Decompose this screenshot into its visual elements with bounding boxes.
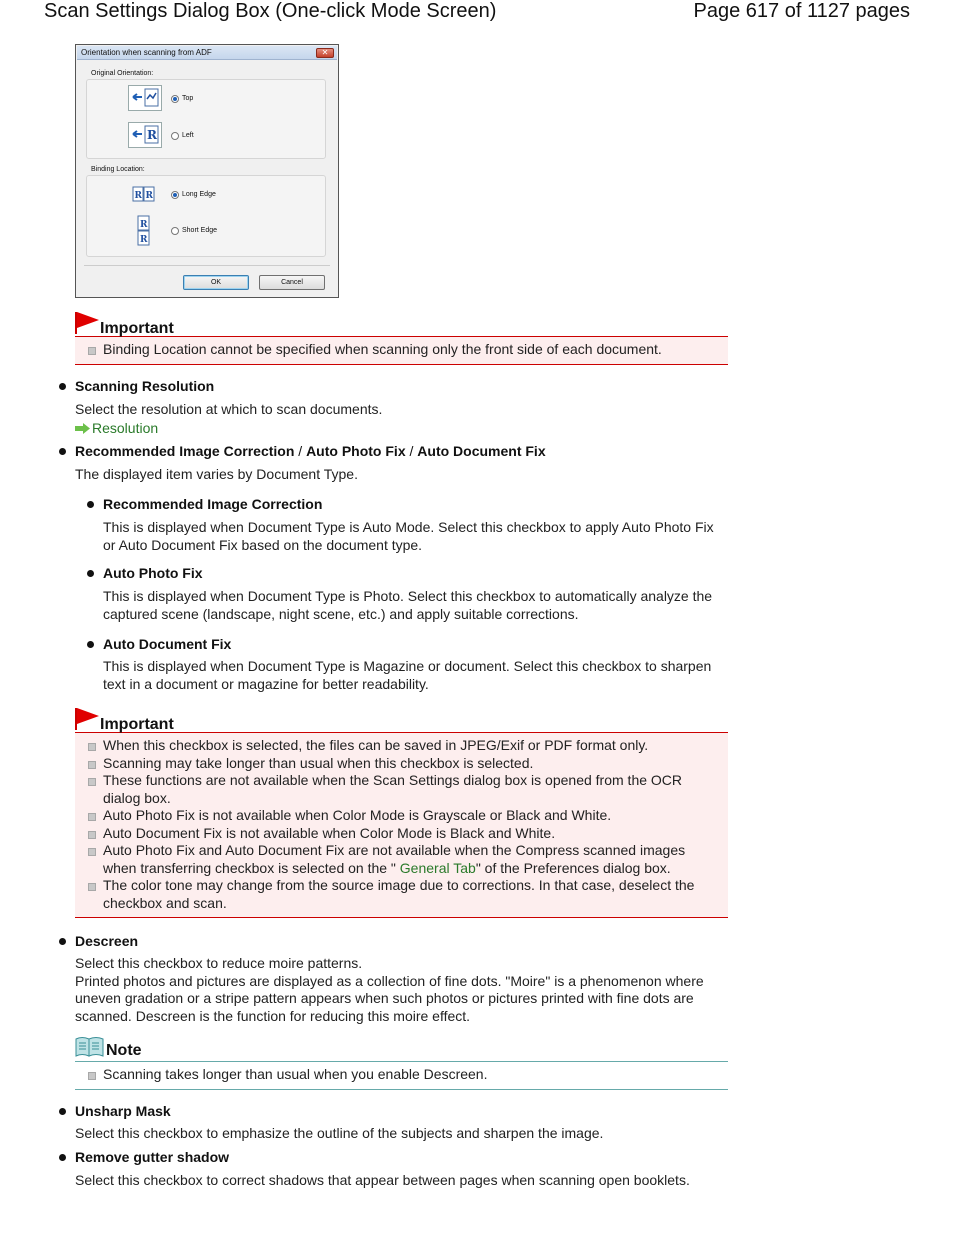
list-item	[75, 842, 728, 877]
svg-text:R: R	[134, 191, 142, 201]
orientation-left-radio[interactable]	[171, 132, 179, 140]
bullet-dot	[59, 1108, 66, 1115]
text-line: These functions are not available when the Scan Settings dialog box is opened from the OCR	[103, 772, 683, 788]
text-line: uneven gradation or a stripe pattern appears when such photos or pictures printed with fine dots are	[75, 990, 694, 1006]
heading-text	[75, 443, 546, 459]
list-item	[75, 772, 728, 807]
text-line: checkbox and scan.	[103, 894, 227, 911]
ok-button[interactable]: OK	[183, 275, 249, 290]
orientation-top-icon	[128, 85, 162, 111]
descreen-text	[75, 955, 704, 1025]
list-item: Binding Location cannot be specified when scanning only the front side of each document.	[75, 341, 728, 359]
resolution-link[interactable]	[75, 420, 158, 438]
binding-location-group	[86, 175, 326, 257]
orientation-top-radio[interactable]	[171, 95, 179, 103]
note-header	[75, 1036, 728, 1062]
bullet-dot	[59, 938, 66, 945]
heading-text: Auto Photo Fix	[103, 565, 203, 581]
important-box-binding	[75, 311, 728, 365]
heading-part-b: Auto Photo Fix	[306, 443, 406, 459]
book-icon	[75, 1036, 104, 1058]
text-line: Select this checkbox to reduce moire patterns.	[75, 955, 363, 971]
binding-location-label: Binding Location:	[91, 166, 145, 173]
bullet-dot	[59, 448, 66, 455]
list-item: Auto Document Fix is not available when Color Mode is Black and White.	[75, 825, 728, 843]
text-line: This is displayed when Document Type is Photo. Select this checkbox to automatically analyze the	[103, 588, 713, 604]
orientation-left-label: Left	[182, 132, 194, 139]
list-item	[75, 877, 728, 912]
image-correction-text: The displayed item varies by Document Type.	[75, 466, 358, 482]
red-flag-icon	[75, 707, 101, 731]
heading-text: Scanning Resolution	[75, 378, 215, 394]
heading-text: Auto Document Fix	[103, 636, 232, 652]
binding-long-edge-label: Long Edge	[182, 191, 216, 198]
resolution-link-text[interactable]: Resolution	[92, 420, 159, 436]
important-title: Important	[100, 716, 174, 733]
important-box-correction	[75, 707, 728, 918]
text-line: This is displayed when Document Type is Magazine or document. Select this checkbox to sharpen	[103, 658, 712, 674]
page-header	[0, 0, 954, 26]
list-item: Scanning may take longer than usual when this checkbox is selected.	[75, 755, 728, 773]
text-line: text in a document or magazine for better readability.	[103, 675, 429, 692]
binding-short-edge-label: Short Edge	[182, 227, 218, 234]
page-counter: Page 617 of 1127 pages	[693, 0, 910, 22]
heading-separator: /	[405, 443, 418, 459]
important-header	[75, 311, 728, 337]
binding-short-edge-icon	[136, 215, 152, 249]
note-title: Note	[106, 1042, 142, 1059]
heading-text: Recommended Image Correction	[103, 496, 323, 512]
auto-document-fix-text	[103, 658, 711, 693]
bullet-dot	[87, 641, 94, 648]
important-title: Important	[100, 320, 174, 337]
auto-photo-fix-text	[103, 588, 712, 623]
dialog-divider	[84, 265, 330, 266]
text-part: " of the Preferences dialog box.	[475, 859, 671, 876]
cancel-button[interactable]: Cancel	[259, 275, 325, 290]
bullet-dot	[59, 383, 66, 390]
text-line: Printed photos and pictures are displayed as a collection of fine dots. "Moire" is a phenomenon where	[75, 972, 704, 989]
binding-short-edge-radio[interactable]	[171, 227, 179, 235]
note-body	[75, 1062, 728, 1090]
text-line: scanned. Descreen is the function for reducing this moire effect.	[75, 1007, 471, 1024]
recommended-correction-text	[103, 519, 714, 554]
bullet-dot	[87, 501, 94, 508]
unsharp-mask-text: Select this checkbox to emphasize the outline of the subjects and sharpen the image.	[75, 1125, 604, 1141]
general-tab-link[interactable]: General Tab	[399, 859, 476, 876]
text-line: The color tone may change from the source image due to corrections. In that case, deselect the	[103, 877, 695, 893]
heading-part-c: Auto Document Fix	[417, 443, 546, 459]
text-line: This is displayed when Document Type is Auto Mode. Select this checkbox to apply Auto Photo Fix	[103, 519, 714, 535]
gutter-shadow-text: Select this checkbox to correct shadows that appear between pages when scanning open booklets.	[75, 1172, 690, 1188]
svg-text:R: R	[140, 235, 148, 245]
page-title: Scan Settings Dialog Box (One-click Mode Screen)	[44, 0, 497, 22]
note-box	[75, 1036, 728, 1090]
heading-text: Unsharp Mask	[75, 1103, 171, 1119]
text-line: or Auto Document Fix based on the document type.	[103, 536, 423, 553]
green-arrow-icon	[75, 423, 90, 434]
red-flag-icon	[75, 311, 101, 335]
list-item: When this checkbox is selected, the files can be saved in JPEG/Exif or PDF format only.	[75, 737, 728, 755]
text-line: dialog box.	[103, 789, 171, 806]
important-body	[75, 733, 728, 918]
orientation-dialog	[75, 44, 339, 298]
svg-text:R: R	[145, 191, 153, 201]
svg-text:R: R	[147, 128, 157, 142]
binding-long-edge-radio[interactable]	[171, 191, 179, 199]
close-icon[interactable]: ✕	[316, 48, 334, 58]
heading-text: Descreen	[75, 933, 139, 949]
original-orientation-group	[86, 79, 326, 159]
dialog-titlebar	[77, 46, 337, 60]
text-line: captured scene (landscape, night scene, etc.) and apply suitable corrections.	[103, 605, 579, 622]
text-line	[103, 860, 728, 878]
orientation-top-label: Top	[182, 95, 194, 102]
svg-text:R: R	[140, 220, 148, 230]
original-orientation-label: Original Orientation:	[91, 70, 154, 77]
scanning-resolution-text: Select the resolution at which to scan documents.	[75, 401, 383, 417]
important-header	[75, 707, 728, 733]
list-item: Scanning takes longer than usual when you enable Descreen.	[75, 1066, 728, 1084]
bullet-dot	[87, 570, 94, 577]
heading-text: Remove gutter shadow	[75, 1149, 230, 1165]
text-part: when transferring checkbox is selected on the "	[103, 859, 400, 876]
dialog-title: Orientation when scanning from ADF	[81, 48, 212, 57]
important-body	[75, 337, 728, 365]
list-item: Auto Photo Fix is not available when Color Mode is Grayscale or Black and White.	[75, 807, 728, 825]
text-line: Auto Photo Fix and Auto Document Fix are not available when the Compress scanned images	[103, 842, 686, 858]
heading-separator: /	[294, 443, 307, 459]
orientation-left-icon	[128, 122, 162, 148]
bullet-dot	[59, 1154, 66, 1161]
heading-part-a: Recommended Image Correction	[75, 443, 295, 459]
binding-long-edge-icon	[132, 186, 156, 206]
